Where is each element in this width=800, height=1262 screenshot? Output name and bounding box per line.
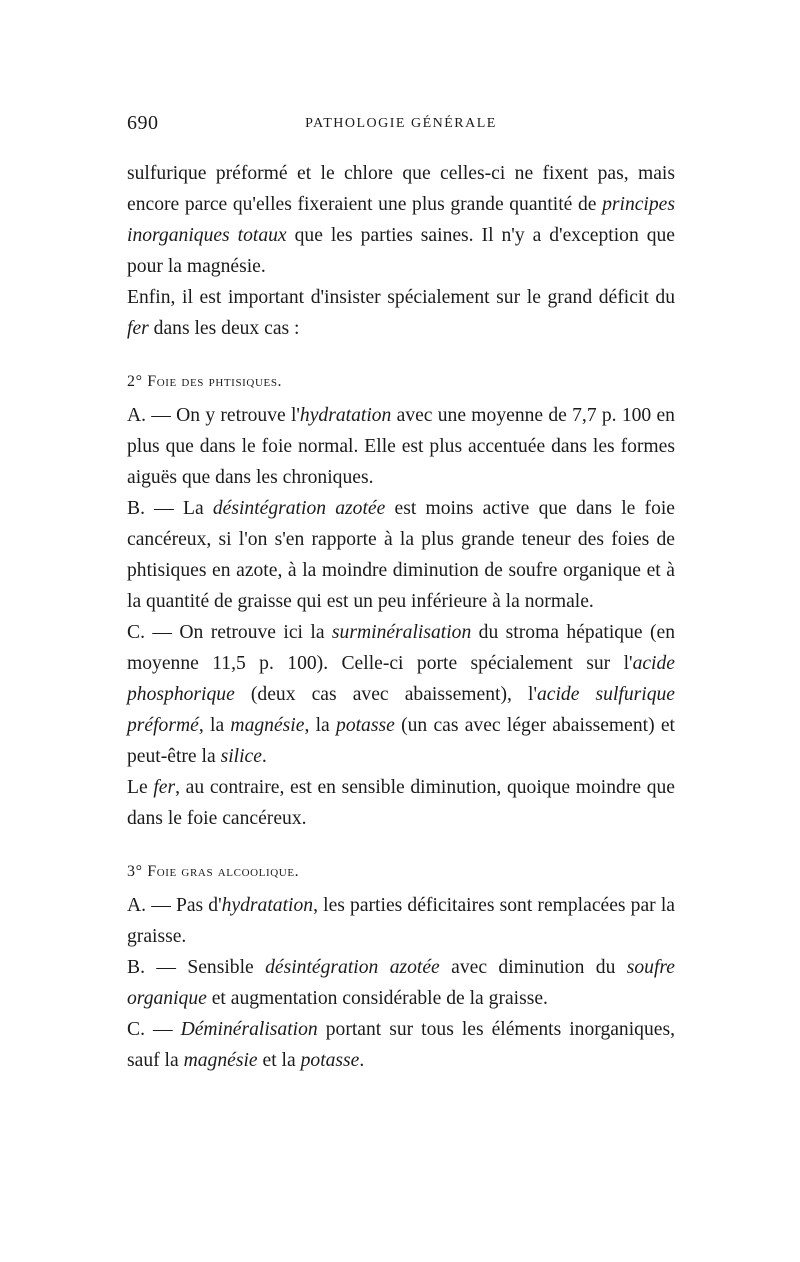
body-text: [127, 158, 675, 1076]
book-page: [127, 108, 675, 1076]
paragraph-continuation: sulfurique préformé et le chlore que celles-ci ne fixent pas, mais encore parce qu'elles fixeraient une plus grande quantité de principes inorganiques totaux que les parties saines. Il n'y a d'exception que pour la magnésie.: [127, 163, 675, 277]
paragraph-c-surmineralisation: C. — On retrouve ici la surminéralisation du stroma hépatique (en moyenne 11,5 p. 100). Celle-ci porte spécialement sur l'acide phosphorique (deux cas avec abaissement), l'acide sulfurique préformé, la magnésie, la potasse (un cas avec léger abaissement) et peut-être la silice.: [127, 622, 676, 767]
paragraph-a-hydratation: A. — On y retrouve l'hydratation avec une moyenne de 7,7 p. 100 en plus que dans le foie normal. Elle est plus accentuée dans les formes aiguës que dans les chroniques.: [127, 405, 675, 488]
section-heading-foie-gras: 3° Foie gras alcoolique.: [127, 863, 300, 880]
section-heading-phtisiques: 2° Foie des phtisiques.: [127, 373, 283, 390]
paragraph-fer-deficit: Enfin, il est important d'insister spécialement sur le grand déficit du fer dans les deux cas :: [127, 287, 675, 339]
running-title: PATHOLOGIE GÉNÉRALE: [305, 116, 497, 131]
paragraph-b-desintegration-2: B. — Sensible désintégration azotée avec diminution du soufre organique et augmentation considérable de la graisse.: [127, 957, 676, 1009]
paragraph-c-demineralisation: C. — Déminéralisation portant sur tous les éléments inorganiques, sauf la magnésie et la potasse.: [127, 1019, 675, 1071]
paragraph-a-hydratation-2: A. — Pas d'hydratation, les parties déficitaires sont remplacées par la graisse.: [127, 895, 675, 947]
page-number: 690: [127, 112, 159, 134]
paragraph-fer-diminution: Le fer, au contraire, est en sensible diminution, quoique moindre que dans le foie cancéreux.: [127, 777, 675, 829]
paragraph-b-desintegration: B. — La désintégration azotée est moins active que dans le foie cancéreux, si l'on s'en rapporte à la plus grande teneur des foies de phtisiques en azote, à la moindre diminution de soufre organique et à la quantité de graisse qui est un peu inférieure à la normale.: [127, 498, 676, 612]
page-header: [127, 108, 675, 142]
